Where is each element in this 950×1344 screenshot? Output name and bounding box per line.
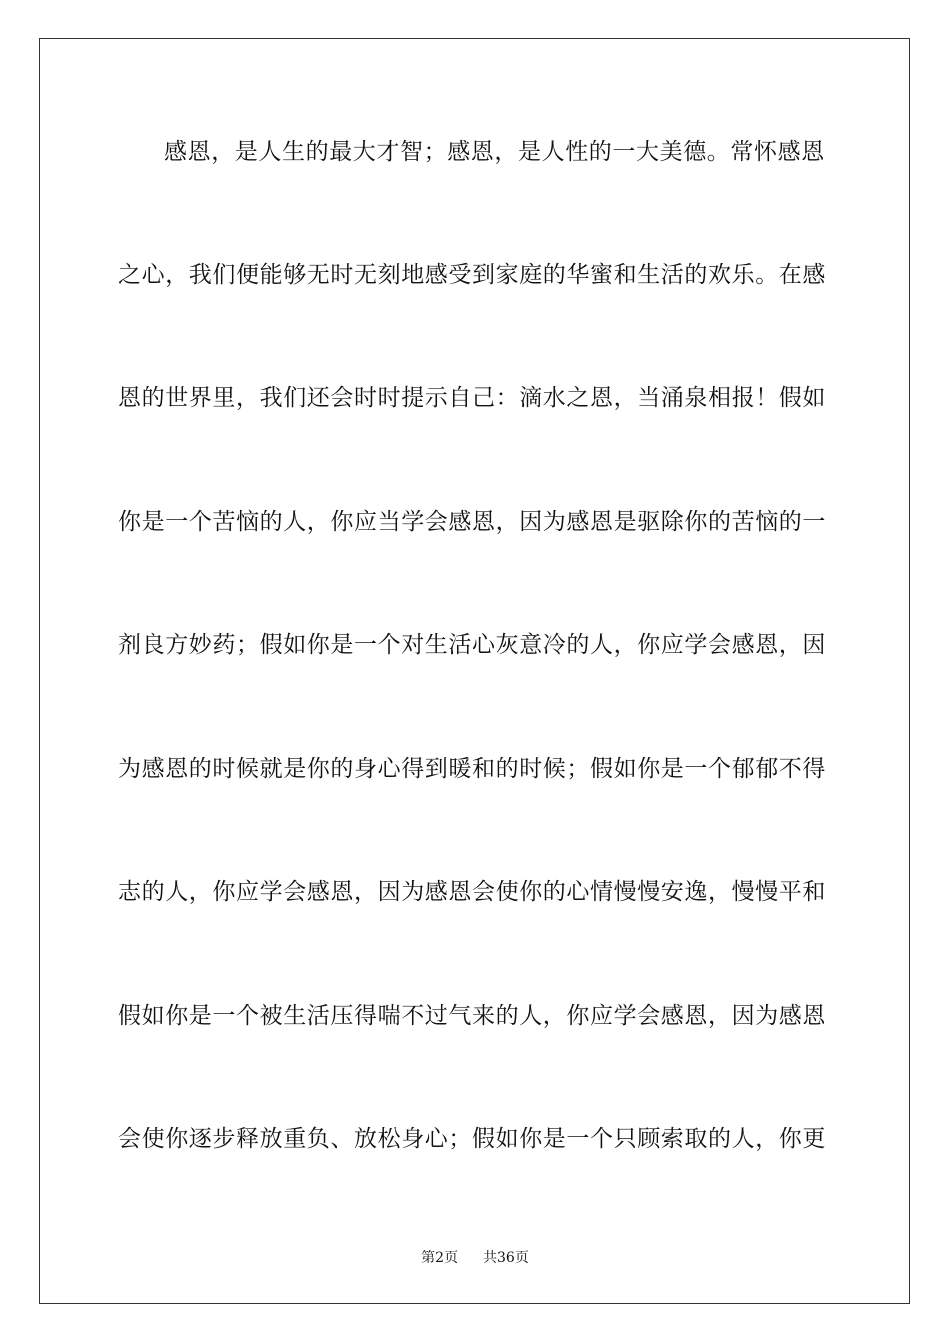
paragraph-line: 为感恩的时候就是你的身心得到暖和的时候；假如你是一个郁郁不得 (118, 756, 826, 782)
paragraph-line: 剂良方妙药；假如你是一个对生活心灰意冷的人，你应学会感恩，因 (118, 632, 826, 658)
page-border (39, 38, 910, 1304)
paragraph-line: 假如你是一个被生活压得喘不过气来的人，你应学会感恩，因为感恩 (118, 1003, 826, 1029)
paragraph-line: 之心，我们便能够无时无刻地感受到家庭的华蜜和生活的欢乐。在感 (118, 262, 826, 288)
paragraph-line: 恩的世界里，我们还会时时提示自己：滴水之恩，当涌泉相报！假如 (118, 385, 826, 411)
page-number: 第2页 (421, 1250, 459, 1266)
total-pages: 共36页 (483, 1250, 529, 1266)
page-footer (0, 1248, 950, 1268)
paragraph-line: 你是一个苦恼的人，你应当学会感恩，因为感恩是驱除你的苦恼的一 (118, 509, 826, 535)
paragraph-line: 志的人，你应学会感恩，因为感恩会使你的心情慢慢安逸，慢慢平和 (118, 879, 826, 905)
paragraph-line: 感恩，是人生的最大才智；感恩，是人性的一大美德。常怀感恩 (164, 139, 825, 165)
paragraph-line: 会使你逐步释放重负、放松身心；假如你是一个只顾索取的人，你更 (118, 1126, 826, 1152)
